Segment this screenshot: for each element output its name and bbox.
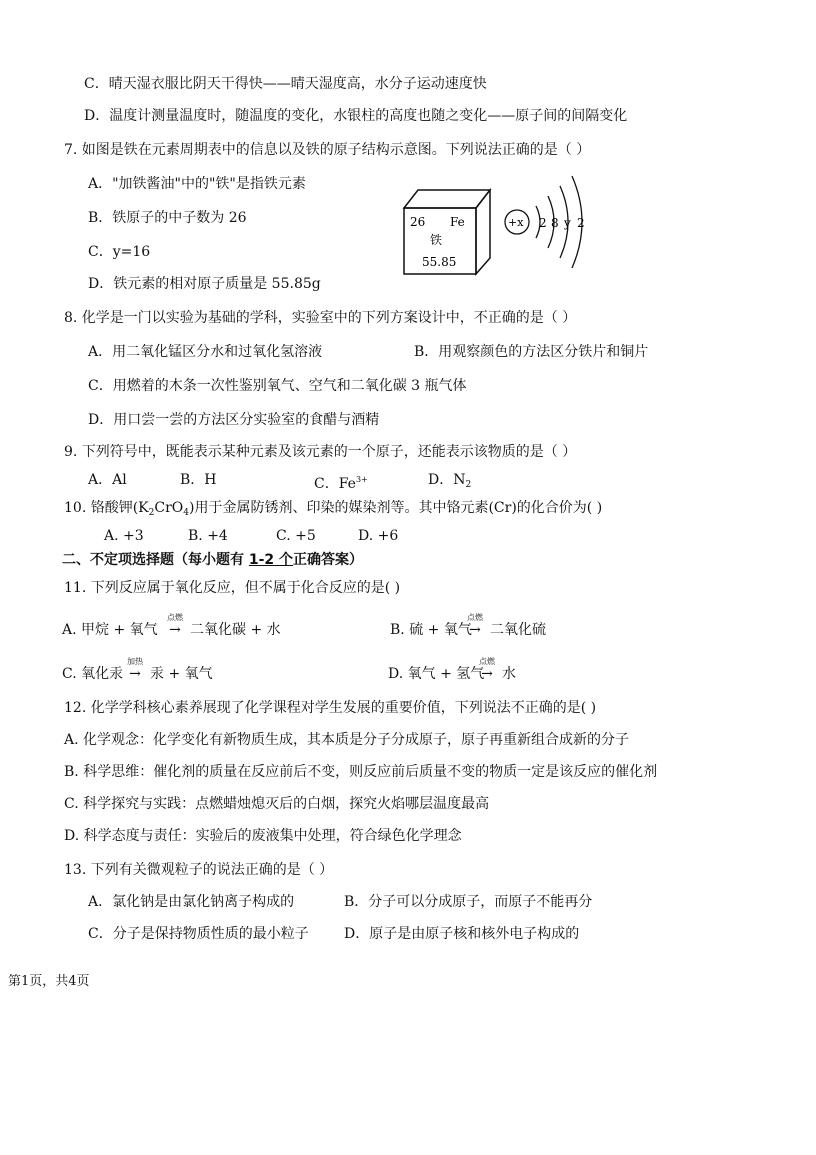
shell-1-electrons: 2 [539,216,547,230]
q10-option-d: D. +6 [358,528,399,544]
q9-option-b: B．H [180,472,217,488]
q11-option-a-reactants: A. 甲烷 + 氧气 [62,622,158,638]
shell-3-electrons: y [564,216,571,230]
arrow-icon: → [481,666,493,682]
section-2-heading-emph: 1-2 个 [248,552,294,568]
q8-stem: 8. 化学是一门以实验为基础的学科，实验室中的下列方案设计中，不正确的是（ ） [64,310,577,326]
q11-option-a-arrow [162,613,188,638]
q8-option-d: D．用口尝一尝的方法区分实验室的食醋与酒精 [88,412,380,428]
q9-stem: 9. 下列符号中，既能表示某种元素及该元素的一个原子，还能表示该物质的是（ ） [64,444,577,460]
q11-option-c-condition: 加热 [127,657,143,666]
arrow-icon: → [469,622,481,638]
q11-option-a-condition: 点燃 [167,613,183,622]
section-2-heading-post: 正确答案） [293,552,364,568]
q10-stem-pre: 10. 铬酸钾(K [64,500,149,516]
q9-option-d-subscript: 2 [465,480,472,490]
q6-option-c: C．晴天湿衣服比阴天干得快——晴天湿度高，水分子运动速度快 [84,76,487,92]
q13-option-a: A．氯化钠是由氯化钠离子构成的 [88,894,295,910]
q9-option-d [428,470,471,495]
q10-subscript-2: 4 [183,508,189,518]
q12-option-b: B. 科学思维：催化剂的质量在反应前后不变，则反应前后质量不变的物质一定是该反应的催化剂 [64,764,658,780]
q11-option-d-condition: 点燃 [479,657,495,666]
q10-stem-post: )用于金属防锈剂、印染的媒染剂等。其中铬元素(Cr)的化合价为( ) [189,500,603,516]
q12-option-d: D. 科学态度与责任：实验后的废液集中处理，符合绿色化学理念 [64,828,462,844]
q11-option-b-condition: 点燃 [467,613,483,622]
arrow-icon: → [129,666,141,682]
q13-option-c: C．分子是保持物质性质的最小粒子 [88,926,309,942]
q8-option-c: C．用燃着的木条一次性鉴别氧气、空气和二氧化碳 3 瓶气体 [88,378,467,394]
q11-option-c-reactants: C. 氧化汞 [62,666,124,682]
section-2-heading [62,550,363,570]
q13-stem: 13. 下列有关微观粒子的说法正确的是（ ） [64,862,334,878]
q7-option-b: B．铁原子的中子数为 26 [88,210,247,226]
q7-option-a: A．"加铁酱油"中的"铁"是指铁元素 [88,176,306,192]
q10-stem [64,498,602,523]
q11-option-a-products: 二氧化碳 + 水 [190,622,281,638]
q8-option-b: B．用观察颜色的方法区分铁片和铜片 [414,344,649,360]
q11-option-d-arrow [474,657,500,682]
periodic-table-cell [400,184,496,276]
q13-option-d: D．原子是由原子核和核外电子构成的 [344,926,580,942]
q6-option-d: D．温度计测量温度时，随温度的变化，水银柱的高度也随之变化——原子间的间隔变化 [84,108,628,124]
element-symbol: Fe [450,215,465,229]
q12-option-a: A. 化学观念：化学变化有新物质生成，其本质是分子分成原子，原子再重新组合成新的分子 [64,732,630,748]
nucleus-charge: +x [508,216,524,229]
atomic-mass: 55.85 [422,255,457,269]
q11-option-c-arrow [122,657,148,682]
shell-4-electrons: 2 [577,216,585,230]
q11-stem: 11. 下列反应属于氧化反应，但不属于化合反应的是( ) [64,580,401,596]
q9-option-a: A．Al [88,472,127,488]
q10-option-b: B. +4 [188,528,228,544]
q11-option-b-products: 二氧化硫 [490,622,546,638]
q11-option-d-reactants: D. 氧气 + 氢气 [388,666,485,682]
q13-option-b: B．分子可以分成原子，而原子不能再分 [344,894,593,910]
q9-option-c-charge: 3+ [355,475,368,484]
q11-option-b-arrow [462,613,488,638]
q11-option-c-products: 汞 + 氧气 [150,666,213,682]
q8-option-a: A．用二氧化锰区分水和过氧化氢溶液 [88,344,323,360]
q12-stem: 12. 化学学科核心素养展现了化学课程对学生发展的重要价值，下列说法不正确的是( ) [64,700,597,716]
q10-stem-mid: CrO [154,500,184,516]
atom-structure-diagram [500,172,600,280]
q12-option-c: C. 科学探究与实践：点燃蜡烛熄灭后的白烟，探究火焰哪层温度最高 [64,796,490,812]
q9-option-d-base: D．N [428,472,466,488]
section-2-heading-pre: 二、不定项选择题（每小题有 [62,552,249,568]
element-name: 铁 [430,233,443,247]
q10-option-c: C. +5 [276,528,316,544]
atomic-number: 26 [410,215,426,229]
q7-option-d: D．铁元素的相对原子质量是 55.85g [88,276,321,292]
q11-option-b-reactants: B. 硫 + 氧气 [390,622,472,638]
q10-subscript-1: 2 [148,508,155,518]
shell-2-electrons: 8 [551,216,559,230]
q7-stem: 7. 如图是铁在元素周期表中的信息以及铁的原子结构示意图。下列说法正确的是（ ） [64,142,591,158]
q10-option-a: A. +3 [104,528,144,544]
q9-option-c [314,470,368,494]
q7-option-c: C．y=16 [88,244,151,260]
q11-option-d-products: 水 [502,666,516,682]
arrow-icon: → [169,622,181,638]
q9-option-c-base: C．Fe [314,476,356,492]
page-footer: 第1页，共4页 [8,974,90,989]
